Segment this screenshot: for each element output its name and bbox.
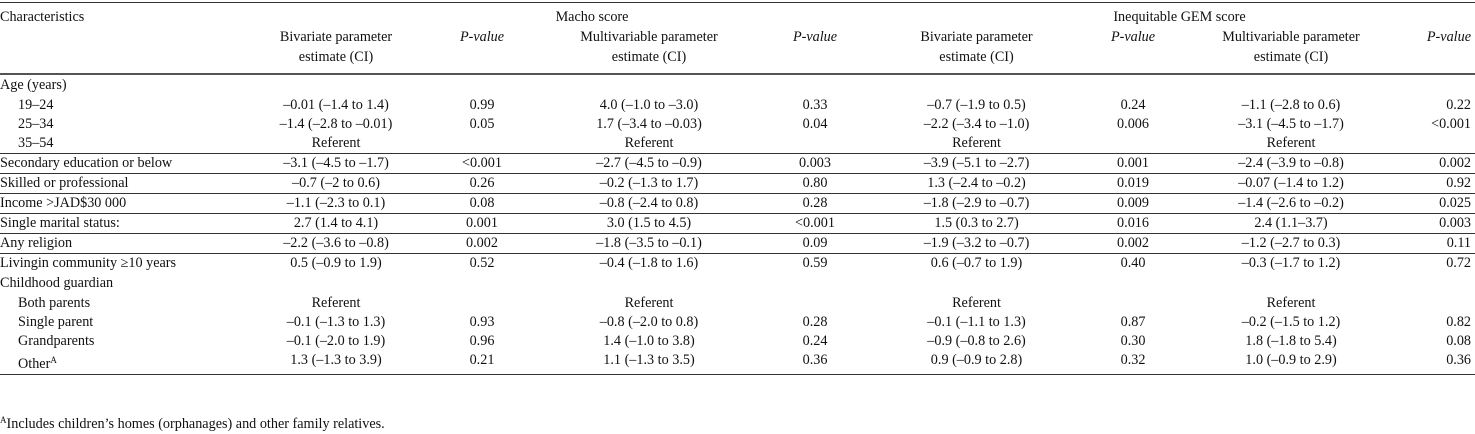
estimate-cell: –2.4 (–3.9 to –0.8): [1187, 154, 1395, 174]
p-value-cell: 0.24: [802, 333, 828, 349]
estimate-cell: Referent: [250, 134, 422, 154]
table-row: [0, 332, 1475, 351]
p-value-cell: [422, 134, 542, 154]
p-value-cell: <0.001: [756, 214, 874, 234]
p-value-cell: 0.82: [1446, 314, 1472, 330]
p-value-cell: 0.001: [1079, 154, 1187, 174]
table-row: [0, 154, 1475, 174]
table-row: [0, 194, 1475, 214]
row-label: 35–54: [0, 134, 250, 154]
section-label: Childhood guardian: [0, 275, 114, 291]
estimate-cell: 1.0 (–0.9 to 2.9): [1187, 351, 1395, 375]
p-value-cell: 0.92: [1395, 174, 1475, 194]
estimate-cell: –0.3 (–1.7 to 1.2): [1241, 255, 1341, 271]
row-label: Skilled or professional: [0, 174, 250, 194]
p-value-cell: 0.003: [756, 154, 874, 174]
row-label: Any religion: [0, 234, 250, 254]
p-value-cell: 0.28: [756, 194, 874, 214]
p-value-cell: 0.33: [802, 97, 828, 113]
p-value-cell: 0.80: [756, 174, 874, 194]
p-value-cell: 0.93: [469, 314, 495, 330]
p-value-cell: 0.025: [1395, 194, 1475, 214]
estimate-cell: –1.2 (–2.7 to 0.3): [1187, 234, 1395, 254]
table-row: [0, 294, 1475, 313]
row-label: Both parents: [18, 295, 91, 311]
estimate-cell: –0.1 (–1.1 to 1.3): [927, 314, 1026, 330]
results-table: [0, 2, 1475, 375]
estimate-cell: 1.3 (–2.4 to –0.2): [874, 174, 1079, 194]
p-value-cell: 0.32: [1079, 351, 1187, 375]
p-value-cell: 0.006: [1117, 116, 1149, 132]
estimate-cell: –1.9 (–3.2 to –0.7): [874, 234, 1079, 254]
estimate-cell: 1.3 (–1.3 to 3.9): [250, 351, 422, 375]
estimate-cell: –0.7 (–1.9 to 0.5): [927, 97, 1026, 113]
estimate-cell: Referent: [952, 295, 1001, 311]
p-value-cell: 0.019: [1079, 174, 1187, 194]
estimate-cell: –0.7 (–2 to 0.6): [250, 174, 422, 194]
estimate-cell: –2.2 (–3.6 to –0.8): [250, 234, 422, 254]
estimate-cell: –1.1 (–2.8 to 0.6): [1241, 97, 1341, 113]
col-header-macho-bivariate: Bivariate parameter estimate (CI): [250, 27, 422, 74]
p-value-cell: 0.04: [802, 116, 828, 132]
estimate-cell: –3.1 (–4.5 to –1.7): [250, 154, 422, 174]
p-value-cell: 0.002: [422, 234, 542, 254]
footnote-mark: A: [0, 415, 7, 425]
table-row: [0, 96, 1475, 115]
row-label: Grandparents: [18, 333, 95, 349]
p-value-cell: 0.08: [422, 194, 542, 214]
p-value-cell: 0.36: [1395, 351, 1475, 375]
header-group-row: [0, 3, 1475, 28]
p-value-cell: 0.002: [1079, 234, 1187, 254]
p-value-cell: 0.009: [1079, 194, 1187, 214]
row-label: Single parent: [18, 314, 94, 330]
row-label: Livingin community ≥10 years: [0, 255, 177, 271]
row-label: Income >JAD$30 000: [0, 194, 250, 214]
estimate-cell: 0.5 (–0.9 to 1.9): [290, 255, 382, 271]
estimate-cell: 0.6 (–0.7 to 1.9): [930, 255, 1023, 271]
estimate-cell: Referent: [1266, 295, 1316, 311]
col-header-gem-bivariate: Bivariate parameter estimate (CI): [874, 27, 1079, 74]
header-column-row: [0, 27, 1475, 74]
section-label: Age (years): [0, 77, 67, 93]
row-label: 19–24: [18, 97, 54, 113]
estimate-cell: Referent: [624, 295, 674, 311]
estimate-cell: –3.1 (–4.5 to –1.7): [1238, 116, 1344, 132]
estimate-cell: Referent: [542, 134, 756, 154]
estimate-cell: 3.0 (1.5 to 4.5): [542, 214, 756, 234]
estimate-cell: 1.7 (–3.4 to –0.03): [596, 116, 702, 132]
estimate-cell: 1.8 (–1.8 to 5.4): [1245, 333, 1337, 349]
table-row: [0, 134, 1475, 154]
p-value-cell: [756, 294, 874, 313]
table-footnote: [0, 411, 385, 433]
estimate-cell: Referent: [874, 134, 1079, 154]
col-header-macho-multivariable: Multivariable parameter estimate (CI): [542, 27, 756, 74]
estimate-cell: Referent: [1187, 134, 1395, 154]
p-value-cell: 0.52: [469, 255, 495, 271]
estimate-cell: –2.2 (–3.4 to –1.0): [923, 116, 1030, 132]
row-label: 25–34: [18, 116, 54, 132]
estimate-cell: –0.07 (–1.4 to 1.2): [1187, 174, 1395, 194]
col-header-macho-bivariate-p: P-value: [422, 27, 542, 74]
characteristics-header: Characteristics: [0, 3, 250, 28]
table-row: [0, 174, 1475, 194]
estimate-cell: Referent: [311, 295, 361, 311]
col-header-macho-multivariable-p: P-value: [756, 27, 874, 74]
estimate-cell: 2.4 (1.1–3.7): [1187, 214, 1395, 234]
p-value-cell: 0.59: [802, 255, 828, 271]
estimate-cell: –0.1 (–2.0 to 1.9): [286, 333, 386, 349]
estimate-cell: 4.0 (–1.0 to –3.0): [599, 97, 699, 113]
estimate-cell: –1.1 (–2.3 to 0.1): [250, 194, 422, 214]
p-value-cell: 0.22: [1446, 97, 1472, 113]
macho-score-header: Macho score: [250, 3, 874, 28]
row-label: Other$^A$: [0, 351, 250, 375]
p-value-cell: 0.24: [1120, 97, 1146, 113]
p-value-cell: [1079, 294, 1187, 313]
estimate-cell: 0.9 (–0.9 to 2.8): [874, 351, 1079, 375]
estimate-cell: –0.2 (–1.3 to 1.7): [542, 174, 756, 194]
p-value-cell: 0.26: [422, 174, 542, 194]
estimate-cell: –0.2 (–1.5 to 1.2): [1241, 314, 1341, 330]
p-value-cell: 0.36: [756, 351, 874, 375]
p-value-cell: 0.96: [469, 333, 495, 349]
estimate-cell: 2.7 (1.4 to 4.1): [250, 214, 422, 234]
estimate-cell: –1.8 (–2.9 to –0.7): [874, 194, 1079, 214]
section-row: [0, 273, 1475, 294]
p-value-cell: [1079, 134, 1187, 154]
table-row: [0, 313, 1475, 332]
table-row: [0, 351, 1475, 375]
footnote-text: Includes children’s homes (orphanages) and other family relatives.: [6, 416, 385, 432]
p-value-cell: <0.001: [422, 154, 542, 174]
p-value-cell: 0.11: [1395, 234, 1475, 254]
p-value-cell: 0.30: [1120, 333, 1146, 349]
estimate-cell: –0.1 (–1.3 to 1.3): [286, 314, 386, 330]
table-row: [0, 115, 1475, 134]
estimate-cell: 1.5 (0.3 to 2.7): [874, 214, 1079, 234]
p-value-cell: [756, 134, 874, 154]
col-header-gem-multivariable: Multivariable parameter estimate (CI): [1187, 27, 1395, 74]
gem-score-header: Inequitable GEM score: [874, 3, 1475, 28]
p-value-cell: 0.002: [1395, 154, 1475, 174]
p-value-cell: 0.001: [422, 214, 542, 234]
estimate-cell: –0.8 (–2.4 to 0.8): [542, 194, 756, 214]
row-label: Single marital status:: [0, 214, 250, 234]
estimate-cell: –0.8 (–2.0 to 0.8): [599, 314, 699, 330]
col-header-gem-multivariable-p: P-value: [1395, 27, 1475, 74]
estimate-cell: –1.8 (–3.5 to –0.1): [542, 234, 756, 254]
p-value-cell: 0.05: [469, 116, 495, 132]
p-value-cell: [1395, 134, 1475, 154]
p-value-cell: 0.09: [756, 234, 874, 254]
estimate-cell: 1.1 (–1.3 to 3.5): [542, 351, 756, 375]
footnote-reference: A: [50, 355, 57, 365]
p-value-cell: 0.28: [802, 314, 828, 330]
table-row: [0, 214, 1475, 234]
estimate-cell: –3.9 (–5.1 to –2.7): [874, 154, 1079, 174]
estimate-cell: –1.4 (–2.8 to –0.01): [279, 116, 393, 132]
p-value-cell: 0.21: [422, 351, 542, 375]
row-label: Secondary education or below: [0, 154, 250, 174]
estimate-cell: 1.4 (–1.0 to 3.8): [603, 333, 695, 349]
estimate-cell: –2.7 (–4.5 to –0.9): [542, 154, 756, 174]
p-value-cell: 0.003: [1395, 214, 1475, 234]
p-value-cell: 0.99: [469, 97, 495, 113]
p-value-cell: 0.72: [1446, 255, 1472, 271]
estimate-cell: –0.9 (–0.8 to 2.6): [927, 333, 1026, 349]
p-value-cell: 0.40: [1120, 255, 1146, 271]
p-value-cell: 0.87: [1120, 314, 1146, 330]
estimate-cell: –1.4 (–2.6 to –0.2): [1187, 194, 1395, 214]
p-value-cell: [422, 294, 542, 313]
estimate-cell: –0.4 (–1.8 to 1.6): [599, 255, 699, 271]
estimate-cell: –0.01 (–1.4 to 1.4): [283, 97, 389, 113]
p-value-cell: 0.016: [1079, 214, 1187, 234]
p-value-cell: <0.001: [1431, 116, 1472, 132]
table-row: [0, 254, 1475, 274]
table-row: [0, 234, 1475, 254]
p-value-cell: [1395, 294, 1475, 313]
col-header-gem-bivariate-p: P-value: [1079, 27, 1187, 74]
section-row: [0, 74, 1475, 96]
p-value-cell: 0.08: [1446, 333, 1472, 349]
